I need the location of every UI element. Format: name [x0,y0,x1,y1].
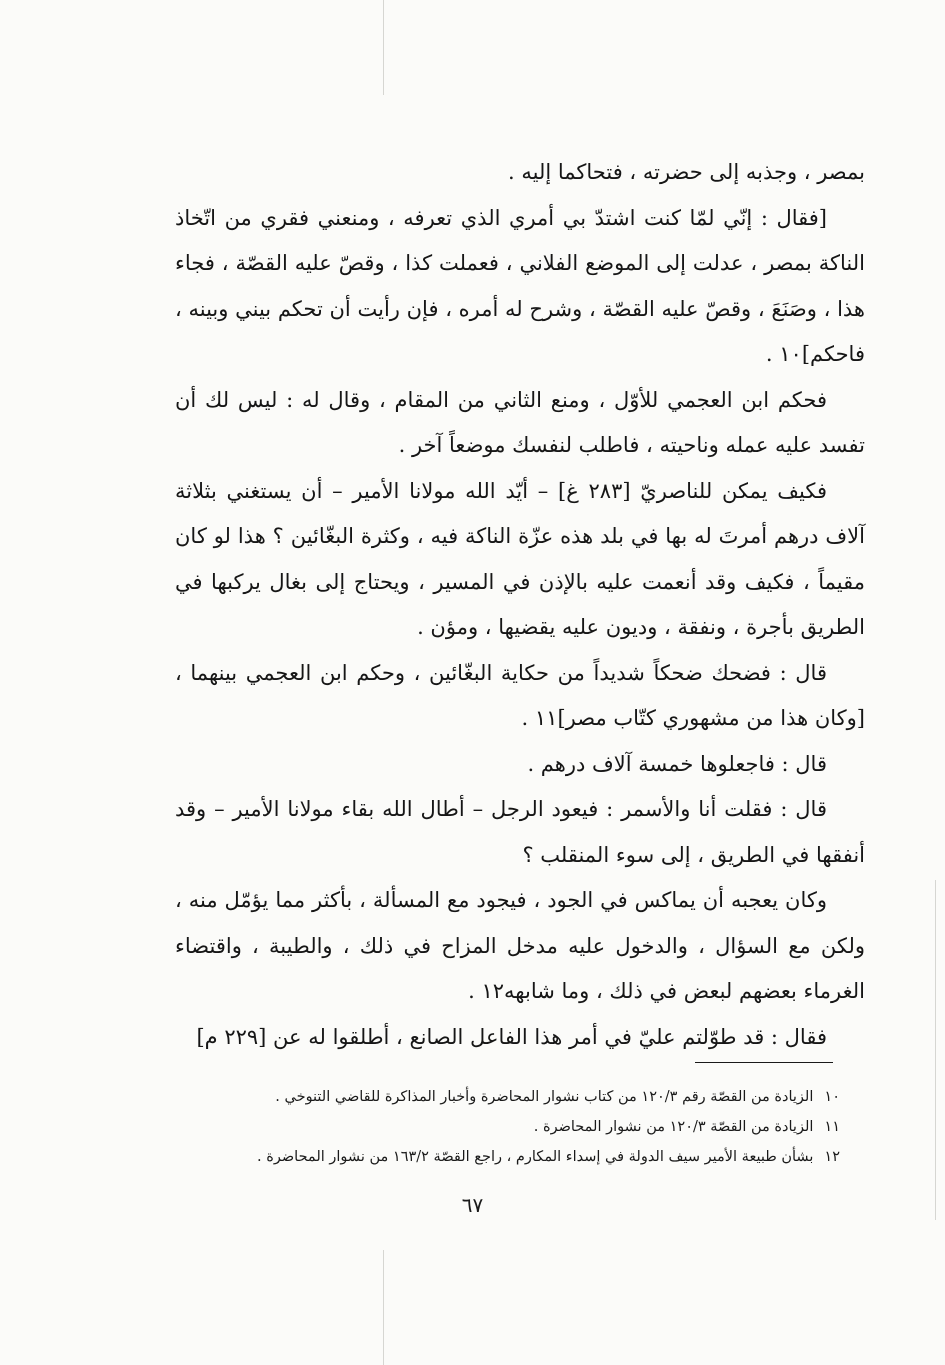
page-number: ٦٧ [461,1193,484,1217]
footnotes [195,1082,840,1172]
footnote-text: الزيادة من القصّة رقم ١٢٠/٣ من كتاب نشوار المحاضرة وأخبار المذاكرة للقاضي التنوخي . [275,1089,814,1105]
paragraph: بمصر ، وجذبه إلى حضرته ، فتحاكما إليه . [508,160,865,184]
paragraph: قال : فضحك ضحكاً شديداً من حكاية البغّائين ، وحكم ابن العجمي بينهما ، [وكان هذا من مشهوري كتّاب مصر]١١ . [175,660,865,730]
footnote-number: ١٠ [824,1089,840,1105]
paragraph: [فقال : إنّي لمّا كنت اشتدّ بي أمري الذي تعرفه ، ومنعني فقري من اتّخاذ الناكة بمصر ، عدلت إلى الموضع الفلاني ، فعملت كذا ، وقصّ عليه القصّة ، فجاء هذا ، وصَنَعَ ، وقصّ عليه القصّة ، وشرح له أمره ، فإن رأيت أن تحكم بيني وبينه ، فاحكم]١٠ . [175,205,865,366]
paragraph: فحكم ابن العجمي للأوّل ، ومنع الثاني من المقام ، وقال له : ليس لك أن تفسد عليه عمله وناحيته ، فاطلب لنفسك موضعاً آخر . [175,387,865,457]
footnote-text: الزيادة من القصّة ١٢٠/٣ من نشوار المحاضرة . [533,1119,814,1135]
main-text [175,150,865,1060]
footnote-text: بشأن طبيعة الأمير سيف الدولة في إسداء المكارم ، راجع القصّة ١٦٣/٢ من نشوار المحاضرة . [257,1149,814,1165]
footnote-separator [695,1062,833,1063]
paragraph: قال : فاجعلوها خمسة آلاف درهم . [527,751,827,776]
footnote [195,1112,840,1142]
paragraph: قال : فقلت أنا والأسمر : فيعود الرجل – أطال الله بقاء مولانا الأمير – وقد أنفقها في الطريق ، إلى سوء المنقلب ؟ [175,797,865,867]
scan-artifact-line [383,1250,384,1365]
footnote [195,1082,840,1112]
scan-artifact-line [935,880,936,1220]
paragraph: وكان يعجبه أن يماكس في الجود ، فيجود مع المسألة ، بأكثر مما يؤمّل منه ، ولكن مع السؤال ، والدخول عليه مدخل المزاح في ذلك ، والطيبة ، واقتضاء الغرماء بعضهم لبعض في ذلك ، وما شابهه١٢ . [175,888,865,1003]
footnote [195,1142,840,1172]
paragraph: فقال : قد طوّلتم عليّ في أمر هذا الفاعل الصانع ، أطلقوا له عن [٢٢٩ م] [196,1024,827,1049]
scan-artifact-line [383,0,384,95]
footnote-number: ١١ [824,1119,840,1135]
footnote-number: ١٢ [824,1149,840,1165]
paragraph: فكيف يمكن للناصريّ [٢٨٣ غ] – أيّد الله مولانا الأمير – أن يستغني بثلاثة آلاف درهم أمرتَ له بها في بلد هذه عزّة الناكة فيه ، وكثرة البغّائين ؟ هذا لو كان مقيماً ، فكيف وقد أنعمت عليه بالإذن في المسير ، ويحتاج إلى بغال يركبها في الطريق بأجرة ، ونفقة ، وديون عليه يقضيها ، ومؤن . [175,478,865,639]
